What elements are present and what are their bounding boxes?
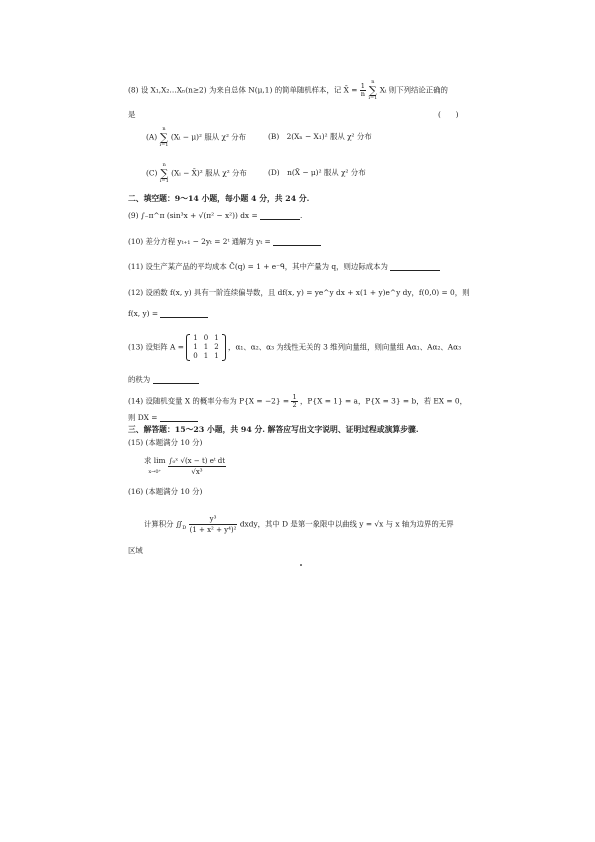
q14-frac-den: 2 (292, 401, 297, 409)
q14-fraction (291, 394, 297, 409)
q13-line2-text: 的秩为 (128, 375, 151, 384)
section-2-title: 二、填空题：9～14 小题，每小题 4 分，共 24 分. (128, 194, 310, 203)
q13-matrix-table (190, 334, 221, 361)
q13-line2 (128, 375, 199, 384)
sigma-icon: ∑ (160, 131, 168, 144)
q9-text: (9) ∫₋π^π (sin³x + √(π² − x²)) dx = (128, 211, 258, 220)
q8-option-a-sum-bottom: i=1 (159, 142, 169, 148)
q14-line2-text: 则 DX = (128, 413, 158, 422)
sigma-icon: ∑ (160, 167, 169, 180)
q10 (128, 237, 321, 246)
q8-option-c (146, 163, 247, 184)
q12-line2-text: f(x, y) = (128, 309, 159, 318)
q14-line1 (128, 394, 467, 409)
q13-answer-blank (153, 375, 199, 384)
q12-line2 (128, 309, 208, 318)
q8-option-c-expr: (Xᵢ − X̄)² 服从 χ² 分布 (171, 168, 247, 178)
q15-lim-sub: x→0⁺ (148, 469, 162, 475)
q16-tail: dxdy，其中 D 是第一象限中以曲线 y = √x 与 x 轴为边界的无界 (239, 519, 454, 529)
q9: (9) ∫₋π^π (sin³x + √(π² − x²)) dx = . (128, 211, 303, 220)
q16-expression (144, 514, 454, 535)
matrix-cell: 2 (214, 343, 219, 351)
q8-option-d: (D) n(X̄ − μ)² 服从 χ² 分布 (268, 168, 366, 177)
q8-frac-den: n (360, 90, 365, 98)
q16-integral-sub: D (182, 524, 187, 531)
q8-option-a-sum (159, 127, 168, 148)
q8-stem-line2: 是 (128, 110, 136, 119)
q14-text-tail: ，P{X = 1} = a，P{X = 3} = b，若 EX = 0， (300, 396, 467, 406)
q8-option-c-sum-top: n (162, 162, 166, 168)
q14-answer-blank (160, 413, 198, 422)
matrix-cell: 0 (203, 334, 209, 342)
matrix-cell: 1 (193, 334, 198, 342)
q14-line2 (128, 413, 198, 422)
q12-answer-blank (160, 309, 208, 318)
q11-answer-blank (390, 262, 440, 271)
q10-text: (10) 差分方程 yₜ₊₁ − 2yₜ = 2ᵗ 通解为 yₜ = (128, 237, 271, 246)
q13 (128, 334, 461, 361)
q8-sum-symbol (368, 80, 377, 101)
q15-numerator: ∫₀ˣ √(x − t) eᵗ dt (168, 457, 226, 465)
section-3-title: 三、解答题：15～23 小题，共 94 分. 解答应写出文字说明、证明过程或演算步骤. (128, 425, 419, 434)
q15-fraction (168, 456, 226, 477)
q11 (128, 262, 440, 271)
q16-line2: 区域 (128, 546, 143, 555)
q8-stem (128, 80, 448, 101)
matrix-cell: 1 (214, 352, 219, 360)
q15-denominator: √x³ (191, 468, 203, 476)
q8-option-a-expr: (Xᵢ − μ)² 服从 χ² 分布 (170, 132, 247, 142)
q10-answer-blank (273, 237, 321, 246)
q8-option-a (146, 127, 246, 148)
matrix-cell: 1 (203, 343, 209, 351)
matrix-cell: 1 (203, 352, 209, 360)
q8-option-c-sum-bottom: i=1 (159, 178, 169, 184)
q8-option-b: (B) 2(Xₙ − X₁)² 服从 χ² 分布 (268, 132, 372, 141)
sigma-icon: ∑ (368, 84, 377, 97)
matrix-row (190, 334, 221, 343)
q8-stem-tail: Xᵢ 则下列结论正确的 (379, 85, 448, 95)
q13-prefix: (13) 设矩阵 A = (128, 342, 184, 352)
matrix-row (190, 343, 221, 352)
matrix-cell: 0 (193, 352, 198, 360)
matrix-cell: 1 (214, 334, 219, 342)
q8-sum-top: n (371, 79, 375, 85)
q11-text: (11) 设生产某产品的平均成本 C̄(q) = 1 + e⁻ᑫ，其中产量为 q，则边际成本为 (128, 262, 388, 271)
q14-frac-num: 1 (292, 393, 297, 401)
q8-option-a-label: (A) (146, 132, 158, 142)
q16-prefix: 计算积分 ∬ (144, 519, 183, 529)
q8-option-c-sum (160, 163, 169, 184)
q16-header: (16) (本题满分 10 分) (128, 487, 203, 496)
q12-line1: (12) 设函数 f(x, y) 具有一阶连续偏导数，且 df(x, y) = ye^y dx + x(1 + y)e^y dy，f(0,0) = 0，则 (128, 288, 470, 297)
q13-suffix: ，α₁、α₂、α₃ 为线性无关的 3 维列向量组，则向量组 Aα₁、Aα₂、Aα₃ (228, 342, 462, 352)
q8-frac-num: 1 (360, 82, 365, 90)
q16-fraction (189, 514, 238, 535)
q8-option-c-label: (C) (146, 168, 158, 178)
q14-text: (14) 设随机变量 X 的概率分布为 P{X = −2} = (128, 396, 290, 406)
q16-numerator: y³ (189, 514, 238, 525)
q15-expression (144, 456, 226, 477)
q8-sum-bottom: i=1 (368, 95, 378, 101)
q13-matrix (186, 334, 225, 361)
q15-limit (144, 456, 165, 477)
q9-answer-blank (260, 211, 300, 220)
q8-option-a-sum-top: n (162, 126, 166, 132)
q8-stem-text: (8) 设 X₁,X₂…Xₙ(n≥2) 为来自总体 N(μ,1) 的简单随机样本，记 X̄ = (128, 85, 360, 95)
matrix-row (190, 352, 221, 361)
q8-answer-paren: ( ) (438, 110, 459, 119)
q15-lim-text: 求 lim (144, 456, 166, 465)
q16-denominator: (1 + x² + y⁴)² (189, 526, 237, 534)
scan-speck (300, 564, 302, 566)
q15-header: (15) (本题满分 10 分) (128, 438, 203, 447)
matrix-cell: 1 (193, 343, 198, 351)
q8-mean-fraction (360, 83, 366, 98)
